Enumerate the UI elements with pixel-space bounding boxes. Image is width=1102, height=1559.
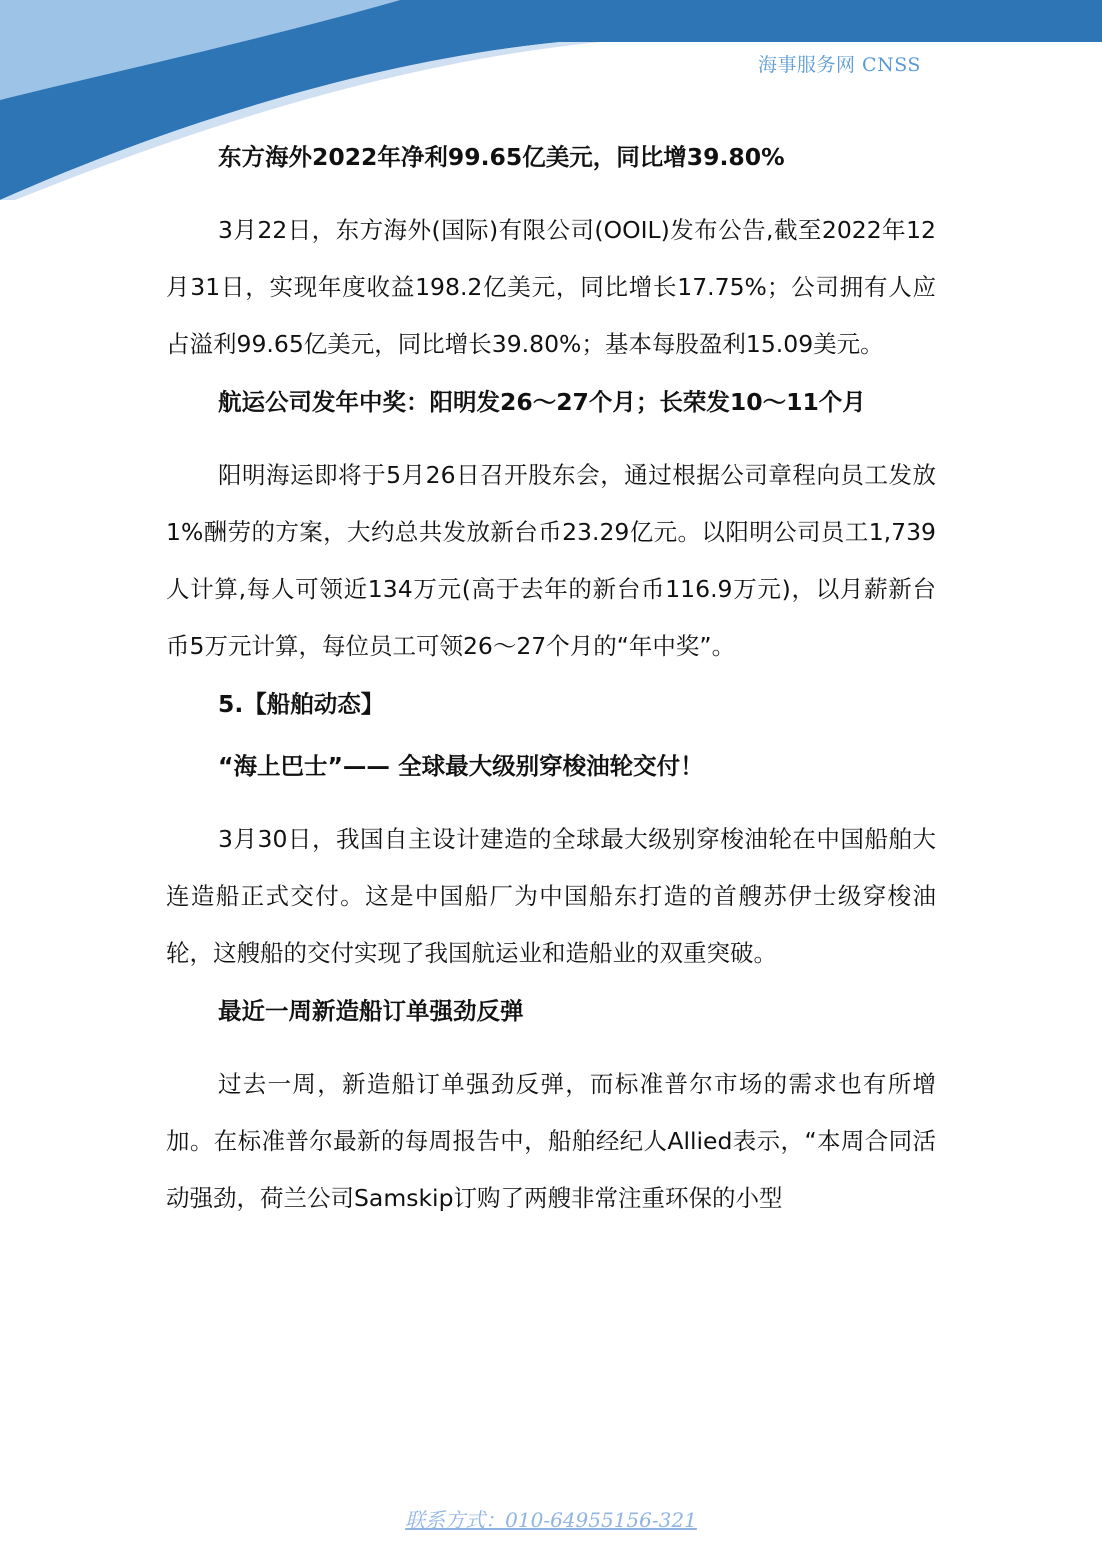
article-title-ooil: 东方海外2022年净利99.65亿美元，同比增39.80% (218, 143, 785, 171)
article-title-bonus: 航运公司发年中奖：阳明发26～27个月；长荣发10～11个月 (218, 388, 866, 416)
article-paragraph-ooil: 3月22日，东方海外(国际)有限公司(OOIL)发布公告,截至2022年12月31日，实现年度收益198.2亿美元，同比增长17.75%；公司拥有人应占溢利99.65亿美元，同比增长39.80%；基本每股盈利15.09美元。 (166, 216, 936, 358)
document-body (166, 128, 936, 1239)
article-title-tanker: “海上巴士”—— 全球最大级别穿梭油轮交付！ (218, 752, 704, 780)
article-paragraph-bonus: 阳明海运即将于5月26日召开股东会，通过根据公司章程向员工发放1%酬劳的方案，大约总共发放新台币23.29亿元。以阳明公司员工1,739人计算,每人可领近134万元(高于去年的新台币116.9万元)，以月薪新台币5万元计算，每位员工可领26～27个月的“年中奖”。 (166, 461, 936, 660)
article-paragraph-tanker: 3月30日，我国自主设计建造的全球最大级别穿梭油轮在中国船舶大连造船正式交付。这是中国船厂为中国船东打造的首艘苏伊士级穿梭油轮，这艘船的交付实现了我国航运业和造船业的双重突破。 (166, 825, 936, 967)
article-title-orders: 最近一周新造船订单强劲反弹 (218, 997, 524, 1025)
section-heading-ship-news: 5.【船舶动态】 (218, 690, 385, 718)
article-paragraph-orders: 过去一周，新造船订单强劲反弹，而标准普尔市场的需求也有所增加。在标准普尔最新的每周报告中，船舶经纪人Allied表示，“本周合同活动强劲，荷兰公司Samskip订购了两艘非常注重环保的小型 (166, 1070, 936, 1212)
header-brand: 海事服务网 CNSS (758, 54, 921, 76)
footer-contact: 联系方式：010-64955156-321 (405, 1508, 697, 1532)
